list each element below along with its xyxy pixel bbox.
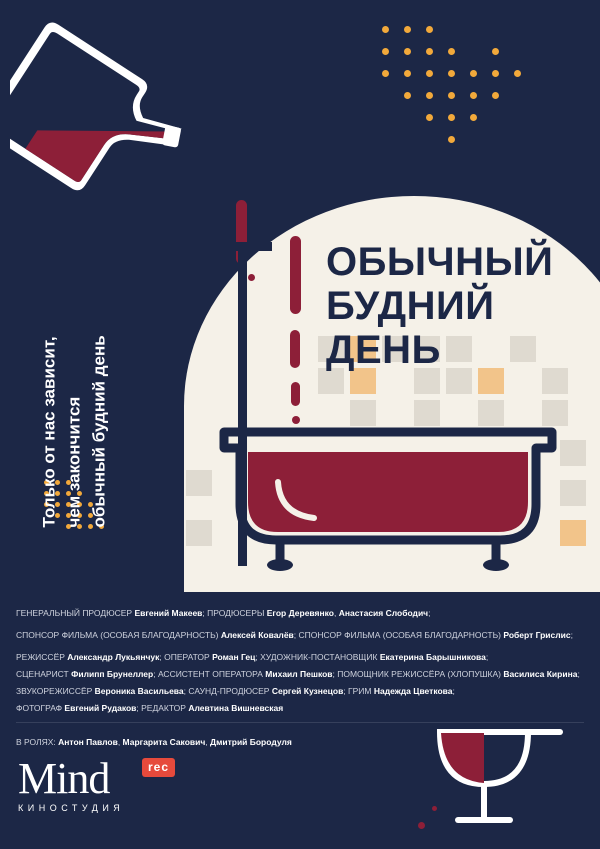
title-line-2: БУДНИЙ bbox=[326, 284, 495, 328]
studio-logo-subtitle: КИНОСТУДИЯ bbox=[18, 803, 125, 813]
tagline-line-1: Только от нас зависит, bbox=[39, 336, 59, 528]
credit-line: СПОНСОР ФИЛЬМА (ОСОБАЯ БЛАГОДАРНОСТЬ) Алексей Ковалёв; СПОНСОР ФИЛЬМА (ОСОБАЯ БЛАГОДАРНОСТЬ) Роберт Грислис; bbox=[16, 630, 573, 640]
studio-logo bbox=[18, 756, 208, 826]
credit-line: ЗВУКОРЕЖИССЁР Вероника Васильева; САУНД-ПРОДЮСЕР Сергей Кузнецов; ГРИМ Надежда Цветкова; bbox=[16, 686, 455, 696]
studio-logo-rec-badge: rec bbox=[142, 758, 175, 777]
tile-square bbox=[560, 520, 586, 546]
title-line-3: ДЕНЬ bbox=[326, 328, 441, 372]
credit-line: РЕЖИССЁР Александр Лукьянчук; ОПЕРАТОР Роман Гец; ХУДОЖНИК-ПОСТАНОВЩИК Екатерина Барышникова; bbox=[16, 652, 489, 662]
credit-line: СЦЕНАРИСТ Филипп Брунеллер; АССИСТЕНТ ОПЕРАТОРА Михаил Пешков; ПОМОЩНИК РЕЖИССЁРА (ХЛОПУШКА) Василиса Кирина; bbox=[16, 669, 580, 679]
dot-grid-top-right bbox=[382, 26, 517, 151]
wine-drip bbox=[290, 330, 300, 368]
tile-square bbox=[560, 480, 586, 506]
wine-glass-icon bbox=[410, 722, 590, 832]
tile-square bbox=[186, 520, 212, 546]
title-line-1: ОБЫЧНЫЙ bbox=[326, 240, 554, 284]
wine-drip bbox=[291, 382, 300, 406]
poster-title bbox=[326, 240, 586, 372]
tile-square bbox=[186, 470, 212, 496]
bathtub-icon bbox=[218, 422, 558, 572]
studio-logo-name: Mind bbox=[18, 754, 110, 803]
tagline-line-3: обычный будний день bbox=[89, 335, 109, 528]
poster-tagline bbox=[37, 208, 112, 528]
wine-droplet bbox=[248, 274, 255, 281]
credit-line: ФОТОГРАФ Евгений Рудаков; РЕДАКТОР Алевтина Вишневская bbox=[16, 703, 284, 713]
tagline-line-2: чем закончится bbox=[64, 396, 84, 528]
wine-droplet bbox=[432, 806, 437, 811]
wine-drip bbox=[290, 236, 301, 314]
wine-droplet bbox=[418, 822, 425, 829]
tile-square bbox=[560, 440, 586, 466]
shower-pole-head bbox=[214, 242, 272, 251]
credit-line: ГЕНЕРАЛЬНЫЙ ПРОДЮСЕР Евгений Макеев; ПРОДЮСЕРЫ Егор Деревянко, Анастасия Слободич; bbox=[16, 608, 431, 618]
cast-line: В РОЛЯХ: Антон Павлов, Маргарита Сакович, Дмитрий Бородуля bbox=[16, 737, 292, 747]
